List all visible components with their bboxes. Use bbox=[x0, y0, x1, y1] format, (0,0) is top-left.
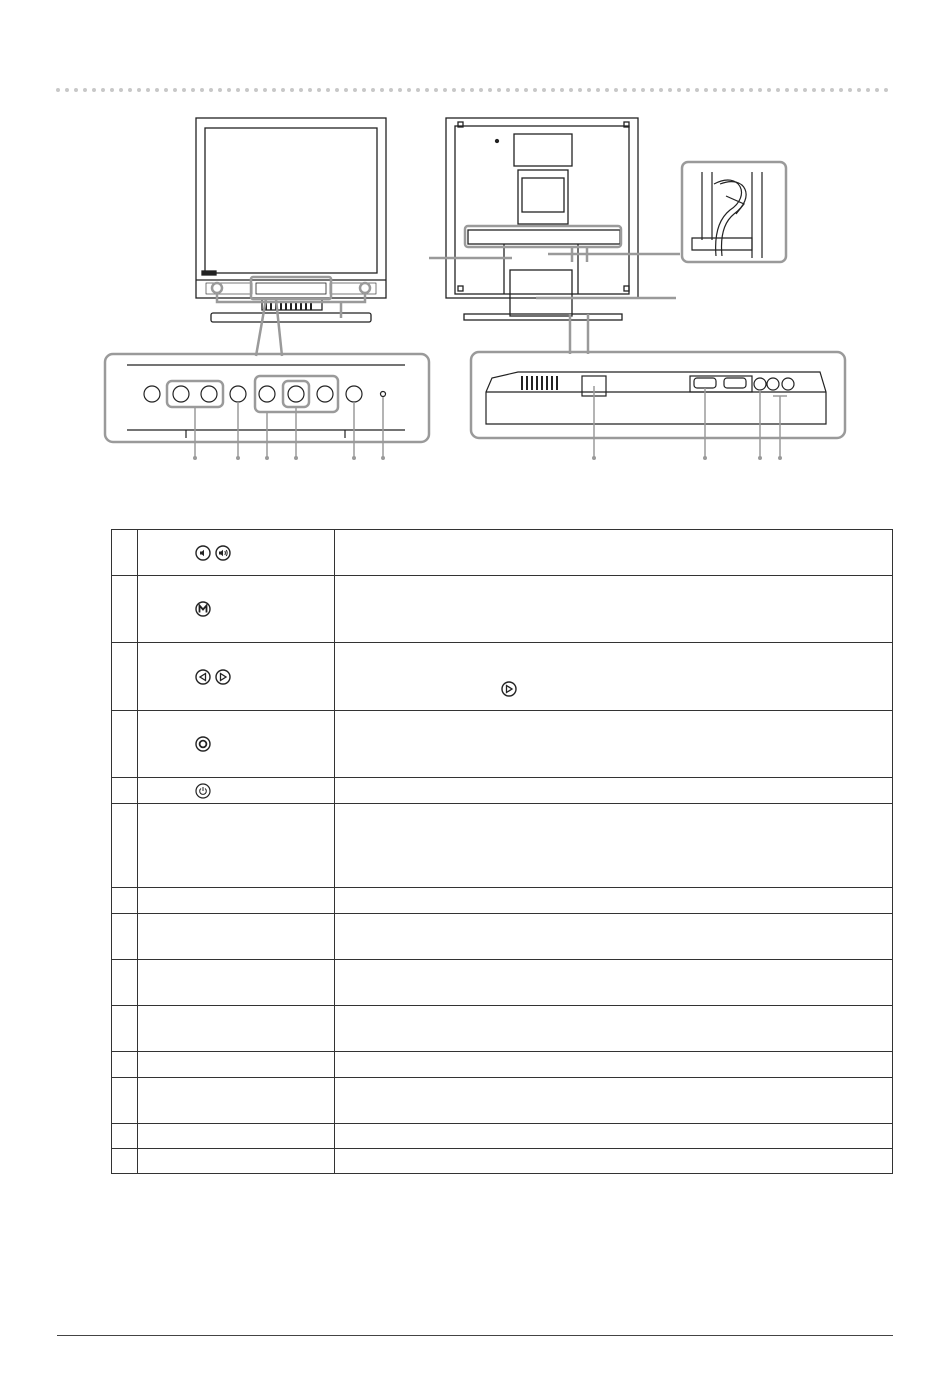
rear-callout-dots bbox=[592, 456, 782, 460]
table-row bbox=[112, 804, 893, 888]
row-number-cell bbox=[112, 1078, 138, 1124]
rear-leader-lines bbox=[594, 386, 787, 458]
table-row bbox=[112, 1078, 893, 1124]
front-callout-dots bbox=[193, 456, 385, 460]
enter-button-icon bbox=[195, 736, 211, 752]
row-description-cell bbox=[335, 711, 893, 778]
row-description-cell bbox=[335, 778, 893, 804]
row-number-cell bbox=[112, 1052, 138, 1078]
front-view-monitor bbox=[196, 118, 386, 322]
footer-rule bbox=[57, 1335, 893, 1336]
table-row bbox=[112, 960, 893, 1006]
row-name-cell bbox=[138, 1078, 335, 1124]
table-row bbox=[112, 914, 893, 960]
row-name-cell bbox=[138, 1149, 335, 1174]
table-row bbox=[112, 711, 893, 778]
row-description-cell bbox=[335, 960, 893, 1006]
table-row bbox=[112, 1149, 893, 1174]
mode-button-icon bbox=[195, 601, 211, 617]
table-row bbox=[112, 1124, 893, 1149]
left-arrow-icon bbox=[195, 669, 211, 685]
row-description-cell bbox=[335, 888, 893, 914]
row-name-cell bbox=[138, 960, 335, 1006]
row-description-cell bbox=[335, 1124, 893, 1149]
row-description-cell bbox=[335, 530, 893, 576]
row-name-cell bbox=[138, 576, 335, 643]
row-number-cell bbox=[112, 1124, 138, 1149]
row-number-cell bbox=[112, 711, 138, 778]
row-name-cell bbox=[138, 643, 335, 711]
row-description-cell bbox=[335, 643, 893, 711]
row-name-cell bbox=[138, 914, 335, 960]
cable-holder-inset bbox=[692, 172, 762, 258]
row-number-cell bbox=[112, 643, 138, 711]
row-name-cell bbox=[138, 1052, 335, 1078]
row-number-cell bbox=[112, 888, 138, 914]
row-description-cell bbox=[335, 1006, 893, 1052]
row-description-cell bbox=[335, 1052, 893, 1078]
volume-down-icon bbox=[195, 545, 211, 561]
table-row bbox=[112, 576, 893, 643]
row-number-cell bbox=[112, 960, 138, 1006]
row-name-cell bbox=[138, 888, 335, 914]
row-name-cell bbox=[138, 530, 335, 576]
row-name-cell bbox=[138, 1006, 335, 1052]
rear-vent-slots bbox=[522, 376, 557, 390]
row-number-cell bbox=[112, 804, 138, 888]
row-name-cell bbox=[138, 711, 335, 778]
row-number-cell bbox=[112, 576, 138, 643]
row-description-cell bbox=[335, 804, 893, 888]
table-row bbox=[112, 530, 893, 576]
row-number-cell bbox=[112, 1006, 138, 1052]
table-row bbox=[112, 1006, 893, 1052]
row-number-cell bbox=[112, 914, 138, 960]
row-description-cell bbox=[335, 576, 893, 643]
rear-view-monitor bbox=[446, 118, 638, 320]
parts-description-table bbox=[111, 529, 893, 1174]
table-row bbox=[112, 778, 893, 804]
row-number-cell bbox=[112, 530, 138, 576]
row-description-cell bbox=[335, 914, 893, 960]
volume-up-icon bbox=[215, 545, 231, 561]
row-number-cell bbox=[112, 778, 138, 804]
row-name-cell bbox=[138, 804, 335, 888]
front-panel-groups bbox=[167, 376, 338, 412]
right-arrow-icon bbox=[501, 681, 517, 697]
row-description-cell bbox=[335, 1149, 893, 1174]
row-number-cell bbox=[112, 1149, 138, 1174]
table-row bbox=[112, 1052, 893, 1078]
row-description-cell bbox=[335, 1078, 893, 1124]
row-name-cell bbox=[138, 1124, 335, 1149]
row-name-cell bbox=[138, 778, 335, 804]
table-row bbox=[112, 888, 893, 914]
monitor-parts-diagram bbox=[0, 0, 950, 470]
table-row bbox=[112, 643, 893, 711]
power-button-icon bbox=[195, 783, 211, 799]
right-arrow-icon bbox=[215, 669, 231, 685]
